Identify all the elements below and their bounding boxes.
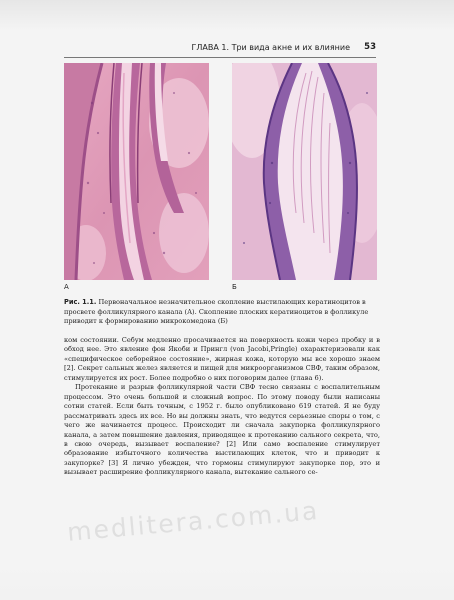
- watermark-text: medlitera.com.ua: [66, 495, 321, 547]
- histology-image-a: [64, 63, 209, 280]
- histology-image-b: [232, 63, 377, 280]
- header-rule: [64, 57, 376, 58]
- chapter-title: ГЛАВА 1. Три вида акне и их влияние: [191, 43, 350, 52]
- caption-label: Рис. 1.1.: [64, 298, 97, 306]
- page-bottom-fade: [0, 560, 454, 600]
- figure-caption: [64, 298, 380, 327]
- paragraph: ком состоянии. Себум медленно просачивается на поверхность кожи через пробку и в обход нее. Это явление фон Якоби и Прингл (von Jacobi,Pringle) охарактеризовали как «специфическое себорейное состояние», жирная кожа, которую мы все хорошо знаем [2]. Секрет сальных желез является и пищей для микроорганизмов СВФ, таким образом, стимулируется их рост. Более подробно о них поговорим далее (глава 6).: [64, 336, 380, 382]
- body-text: [64, 336, 380, 478]
- histology-image-a-drawing: [64, 63, 209, 280]
- page-top-shadow: [0, 0, 454, 30]
- page-number: 53: [364, 42, 376, 52]
- figure-label-a: А: [64, 283, 69, 291]
- caption-text: Первоначальное незначительное скопление выстилающих кератиноцитов в просвете фолликулярного канала (А). Скопление плоских кератиноцитов в фолликуле приводит к формированию микрокомедона (Б): [64, 298, 369, 326]
- figure-label-b: Б: [232, 283, 237, 291]
- paragraph: Протекание и разрыв фолликулярной части СВФ тесно связаны с воспалительным процессом. Это очень большой и сложный вопрос. По этому поводу были написаны сотни статей. Если быть точным, с 1952 г. было опубликовано 619 статей. Я не буду рассматривать здесь их все. Но вы должны знать, что ведутся серьезные споры о том, с чего же начинается процесс. Происходит ли сначала закупорка фолликулярного канала, а затем повышение давления, приводящее к протеканию сального секрета, что, в свою очередь, вызывает воспаление? [2] Или само воспаление стимулирует образование избыточного количества выстилающих клеток, что и приводит к закупорке? [3] Я лично убежден, что гормоны стимулируют закупорке пор, это и вызывает расширение фолликулярного канала, вытекание сального се-: [64, 383, 380, 477]
- running-head: [64, 41, 376, 55]
- histology-image-b-drawing: [232, 63, 377, 280]
